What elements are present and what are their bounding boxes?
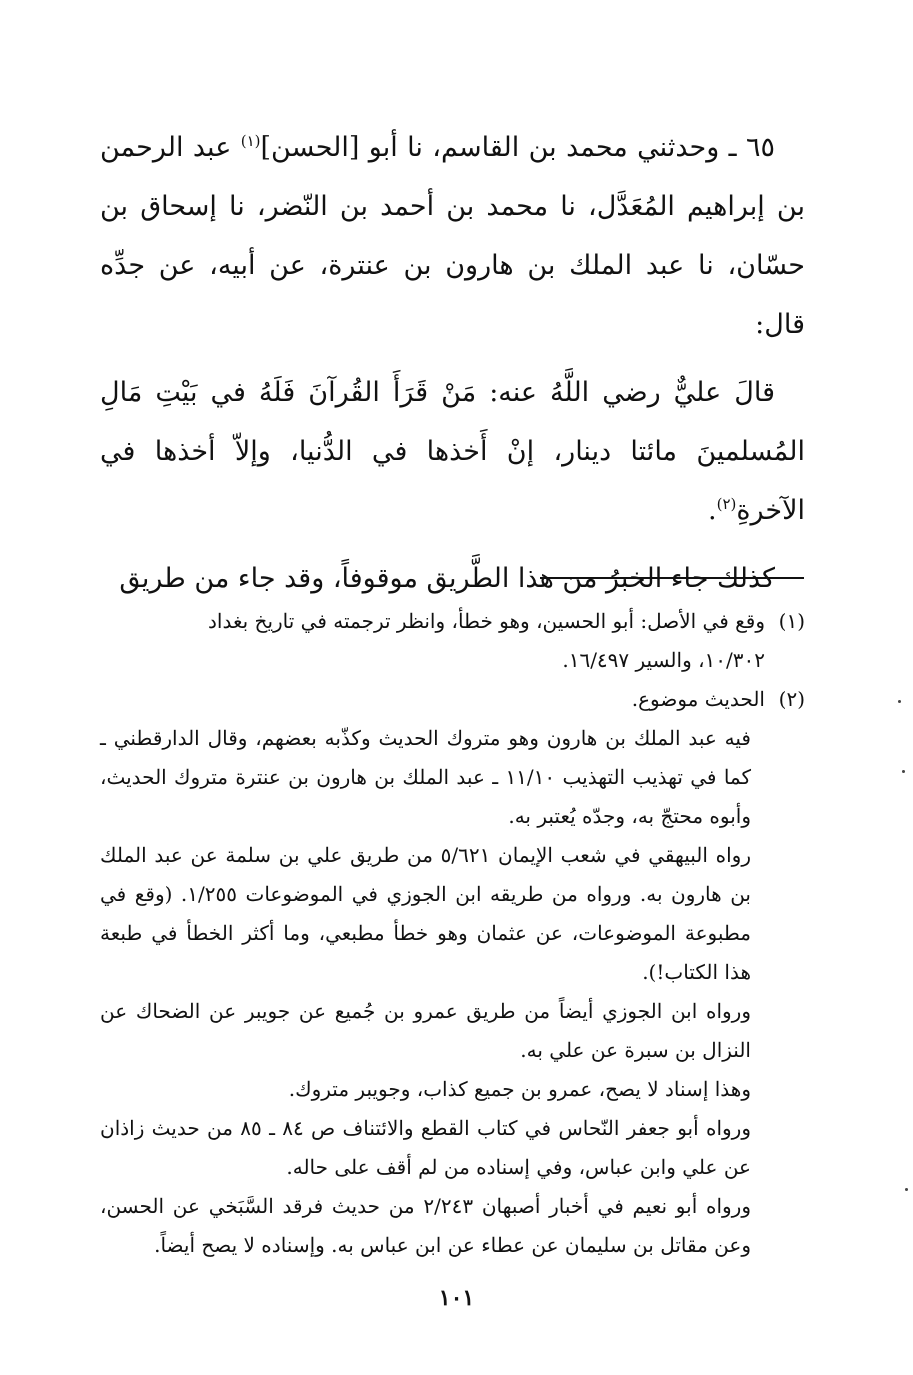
main-text — [100, 118, 805, 608]
footnote-2-block-1: فيه عبد الملك بن هارون وهو متروك الحديث وكذّبه بعضهم، وقال الدارقطني ـ كما في تهذيب التهذيب ١١/١٠ ـ عبد الملك بن هارون بن عنترة متروك الحديث، وأبوه محتجّ به، وجدّه يُعتبر به. — [100, 726, 752, 828]
footnote-1-continuation: ١٠/٣٠٢، والسير ١٦/٤٩٧. — [562, 648, 765, 672]
scan-speck — [905, 1188, 908, 1191]
page-number: ١٠١ — [438, 1285, 475, 1311]
footnote-1-number: (١) — [778, 609, 805, 633]
matn-end: . — [707, 495, 717, 526]
footnotes — [100, 602, 805, 1265]
footnote-2-block-6: ورواه أبو نعيم في أخبار أصبهان ٢/٢٤٣ من حديث فرقد السَّبَخي عن الحسن، وعن مقاتل بن سليمان عن عطاء عن ابن عباس به. وإسناده لا يصح أيضاً. — [100, 1194, 751, 1257]
matn-text: قالَ عليٌّ رضي اللَّهُ عنه: مَنْ قَرَأَ القُرآنَ فَلَهُ في بَيْتِ مَالِ المُسلمينَ مائتا دينار، إنْ أَخذها في الدُّنيا، وإلاّ أخذها في الآخرةِ — [100, 377, 805, 526]
footnote-ref-1: (١) — [240, 132, 261, 150]
isnad-text-start: وحدثني محمد بن القاسم، نا أبو [الحسن] — [260, 132, 720, 163]
footnote-2-block-5: ورواه أبو جعفر النّحاس في كتاب القطع والائتناف ص ٨٤ ـ ٨٥ من حديث زاذان عن علي وابن عباس، وفي إسناده من لم أقف على حاله. — [100, 1116, 751, 1179]
hadith-65-paragraph — [100, 118, 805, 354]
hadith-number: ٦٥ ـ — [728, 132, 775, 163]
footnote-2-block-4: وهذا إسناد لا يصح، عمرو بن جميع كذاب، وجويبر متروك. — [288, 1077, 751, 1101]
isnad-text-end: عبد الرحمن بن إبراهيم المُعَدَّل، نا محمد بن أحمد بن النّضر، نا إسحاق بن حسّان، نا عبد الملك بن هارون بن عنترة، عن أبيه، عن جدِّه قال: — [100, 132, 805, 340]
footnote-separator — [540, 577, 804, 579]
footnote-1 — [100, 602, 805, 641]
footnote-2-number: (٢) — [778, 687, 805, 711]
footnote-2-heading: الحديث موضوع. — [631, 687, 765, 711]
footnote-2-block-3: ورواه ابن الجوزي أيضاً من طريق عمرو بن جُميع عن جويبر عن الضحاك عن النزال بن سبرة عن علي به. — [100, 999, 752, 1062]
matn-paragraph — [100, 363, 805, 540]
footnote-ref-2: (٢) — [716, 495, 737, 513]
commentary-text: كذلك جاء الخبرُ من هذا الطَّريق موقوفاً، وقد جاء من طريق — [119, 563, 775, 594]
scan-speck — [898, 700, 901, 703]
footnote-1-line-1: وقع في الأصل: أبو الحسين، وهو خطأ، وانظر ترجمته في تاريخ بغداد — [208, 609, 765, 633]
footnote-2-block-2: رواه البيهقي في شعب الإيمان ٥/٦٢١ من طريق علي بن سلمة عن عبد الملك بن هارون به. ورواه من طريقه ابن الجوزي في الموضوعات ١/٢٥٥. (وقع في مطبوعة الموضوعات، عن عثمان وهو خطأ مطبعي، وما أكثر الخطأ في طبعة هذا الكتاب!). — [100, 843, 751, 984]
scan-speck — [902, 770, 905, 773]
footnote-2 — [100, 680, 805, 719]
